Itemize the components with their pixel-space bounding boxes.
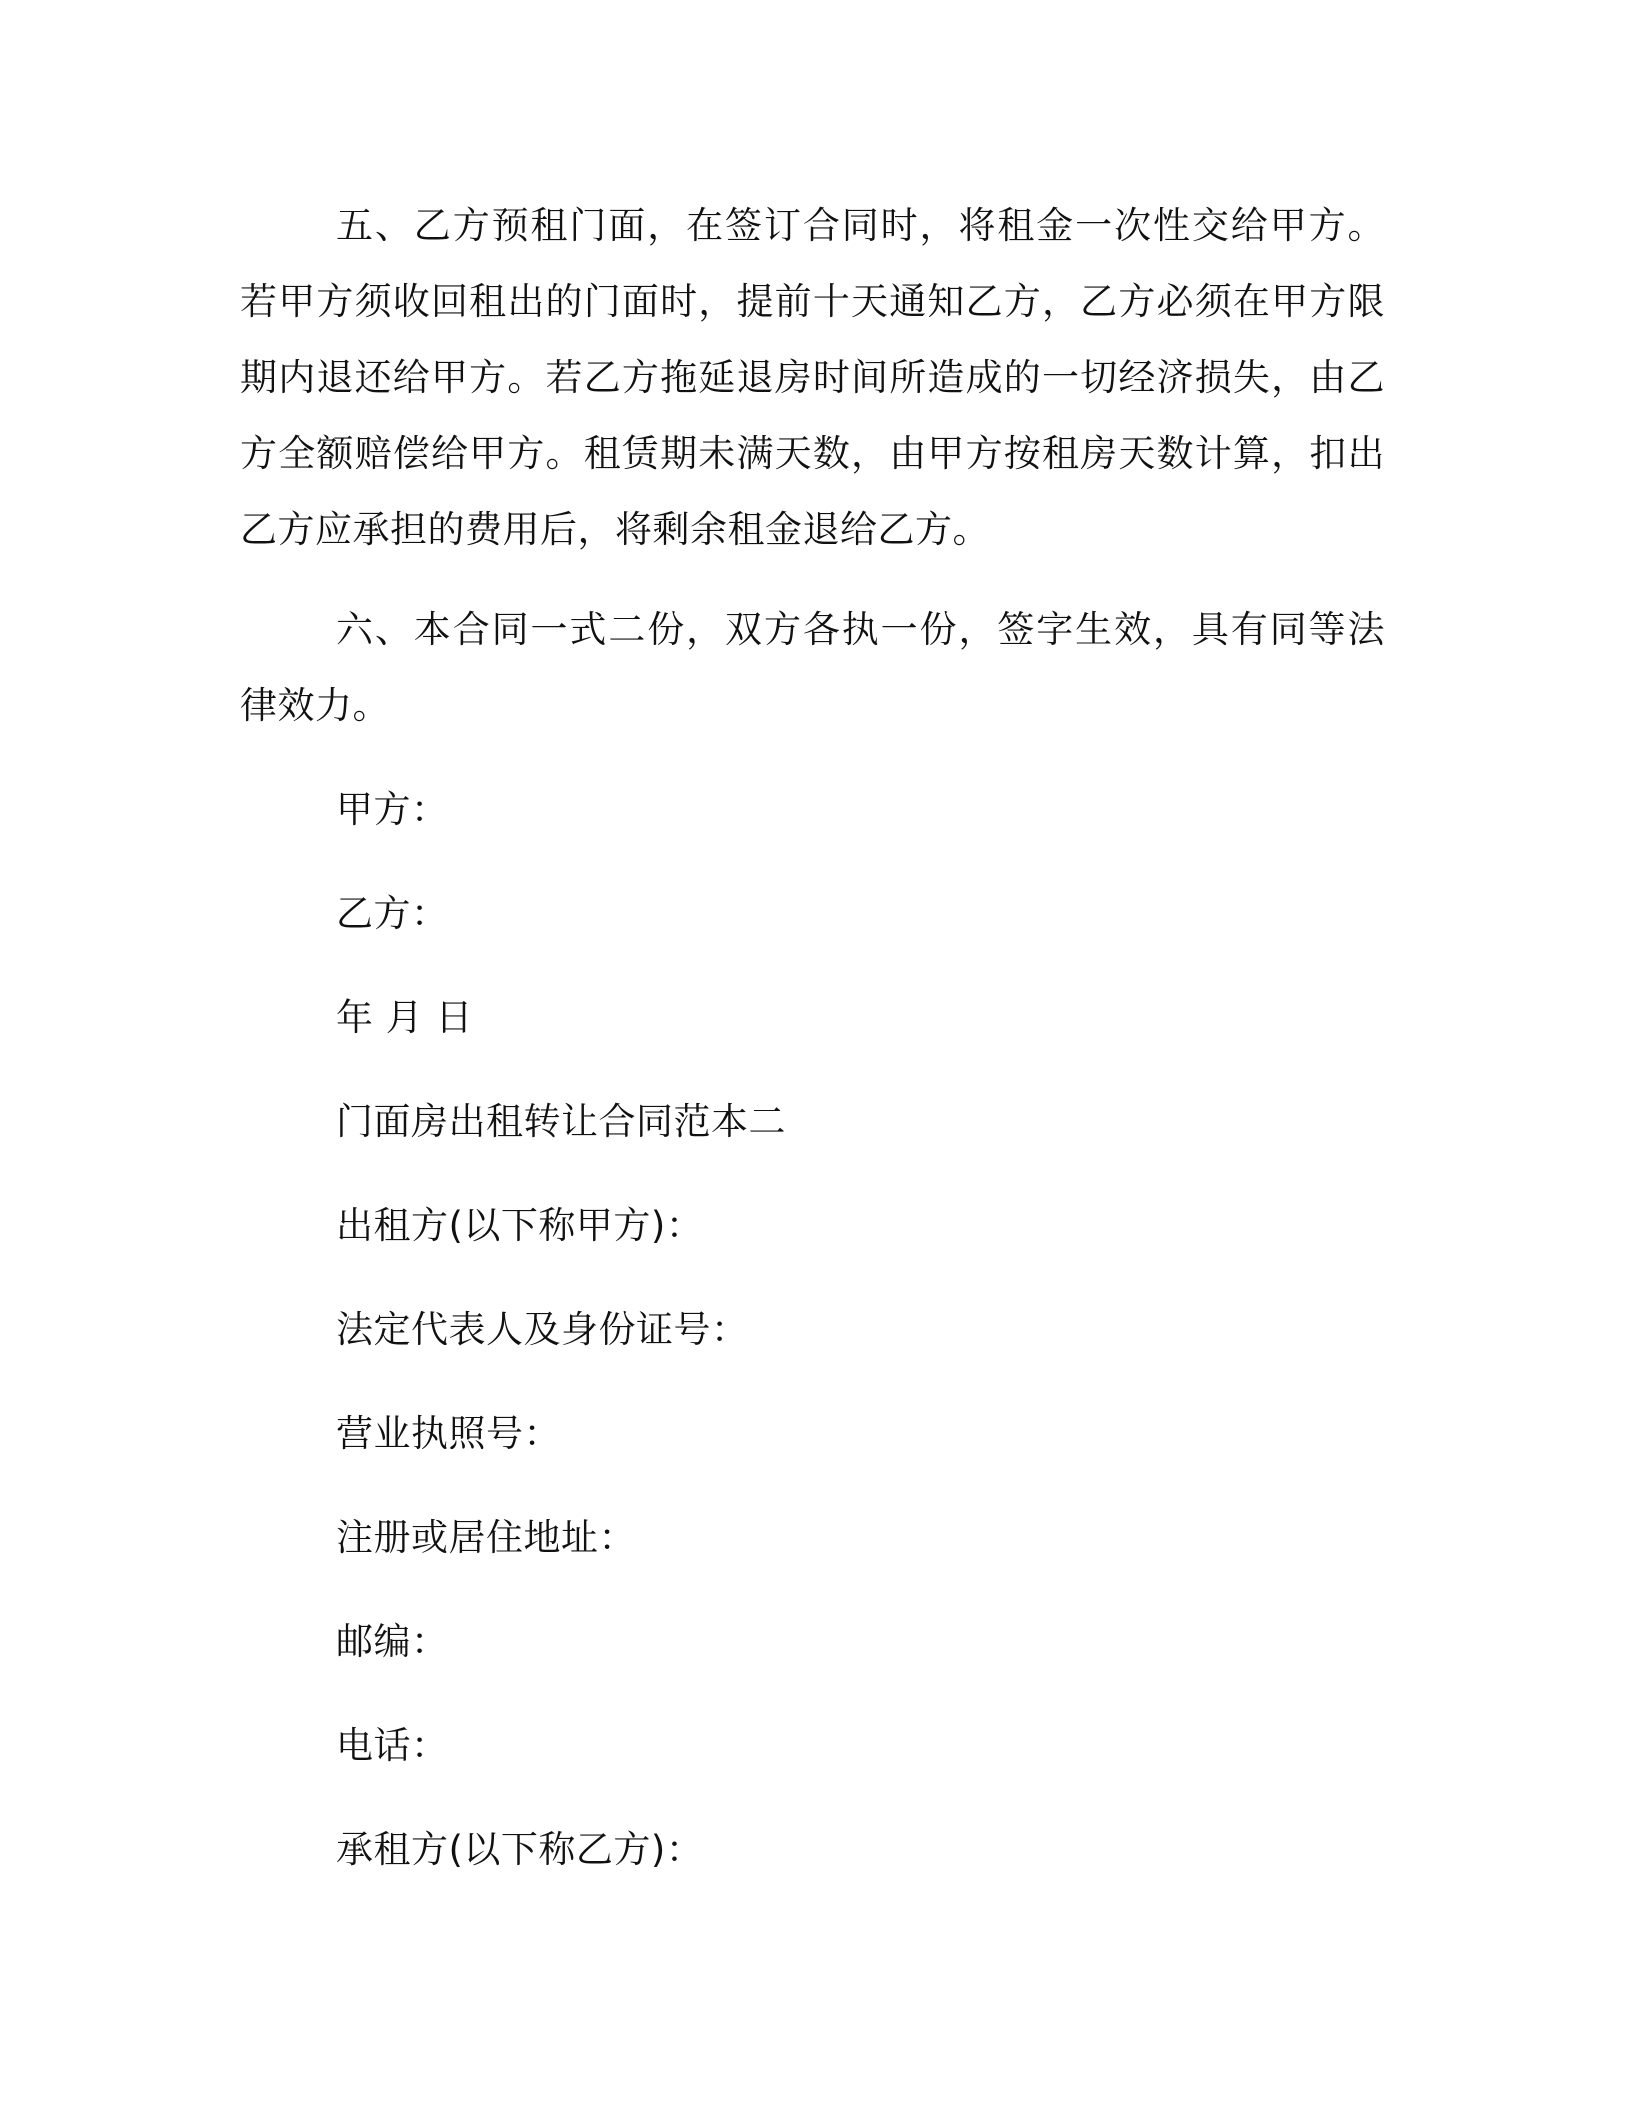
address-line: 注册或居住地址： <box>336 1516 636 1559</box>
business-license-line: 营业执照号： <box>336 1412 561 1455</box>
phone-line: 电话： <box>336 1724 449 1767</box>
lessor-line: 出租方(以下称甲方)： <box>336 1204 704 1247</box>
date-line: 年 月 日 <box>336 996 474 1039</box>
section-spacer <box>240 744 1385 772</box>
clause-six-paragraph: 六、本合同一式二份，双方各执一份，签字生效，具有同等法律效力。 <box>240 608 1385 727</box>
document-content <box>240 188 1385 1888</box>
contract-template-title: 门面房出租转让合同范本二 <box>336 1100 786 1143</box>
party-a-signature-line: 甲方： <box>336 788 449 831</box>
lessee-line: 承租方(以下称乙方)： <box>336 1828 704 1871</box>
postal-code-line: 邮编： <box>336 1620 449 1663</box>
clause-five-paragraph: 五、乙方预租门面，在签订合同时，将租金一次性交给甲方。若甲方须收回租出的门面时，提前十天通知乙方，乙方必须在甲方限期内退还给甲方。若乙方拖延退房时间所造成的一切经济损失，由乙方全额赔偿给甲方。租赁期未满天数，由甲方按租房天数计算，扣出乙方应承担的费用后，将剩余租金退给乙方。 <box>240 204 1385 551</box>
legal-representative-line: 法定代表人及身份证号： <box>336 1308 749 1351</box>
party-b-signature-line: 乙方： <box>336 892 449 935</box>
